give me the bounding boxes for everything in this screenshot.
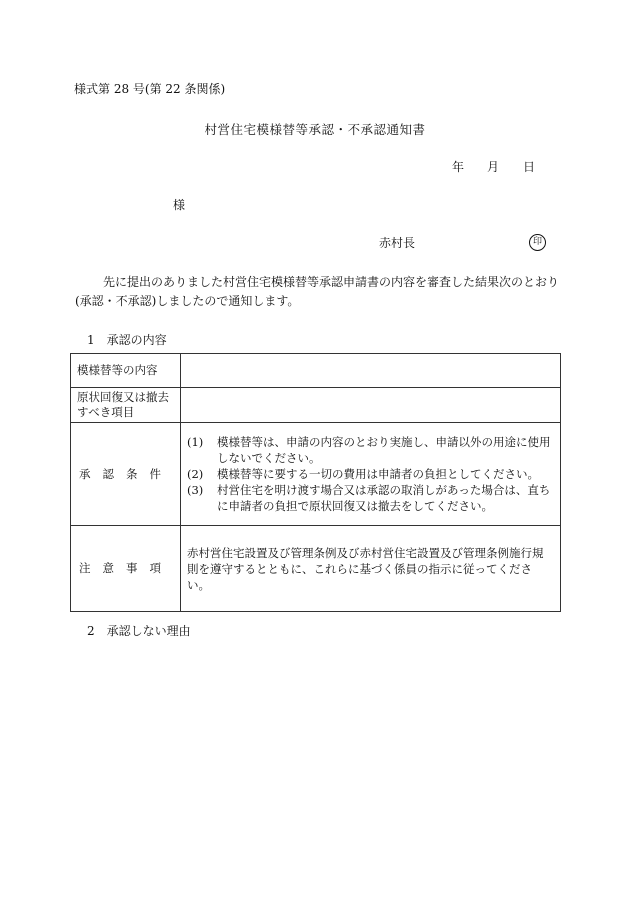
condition-item-3: [187, 482, 554, 514]
date-month-label: 月: [487, 160, 500, 174]
table-row-conditions: [71, 423, 561, 526]
condition-item-1: [187, 434, 554, 466]
document-title: 村営住宅模様替等承認・不承認通知書: [204, 122, 426, 137]
condition-text: 模様替等に要する一切の費用は申請者の負担としてください。: [217, 467, 539, 481]
conditions-label: 承認条件: [71, 423, 181, 526]
condition-number: (2): [187, 467, 204, 481]
condition-text: 模様替等は、申請の内容のとおり実施し、申請以外の用途に使用しないでください。: [217, 435, 551, 465]
content-label: 模様替等の内容: [71, 354, 181, 388]
body-line-1: 先に提出のありました村営住宅模様替等承認申請書の内容を審査した結果次のとおり: [103, 275, 560, 289]
condition-item-2: [187, 466, 554, 482]
seal-icon: 印: [529, 234, 546, 251]
addressee-honorific: 様: [173, 198, 186, 212]
section-1-heading: 1 承認の内容: [87, 333, 167, 347]
condition-text: 村営住宅を明け渡す場合又は承認の取消しがあった場合は、直ちに申請者の負担で原状回復又は撤去をしてください。: [217, 483, 551, 513]
restoration-value: [181, 388, 561, 423]
table-row-notes: [71, 526, 561, 612]
content-value: [181, 354, 561, 388]
section-2-heading: 2 承認しない理由: [87, 624, 191, 638]
notes-label: 注意事項: [71, 526, 181, 612]
notes-value: 赤村営住宅設置及び管理条例及び赤村営住宅設置及び管理条例施行規則を遵守するとともに、これらに基づく係員の指示に従ってください。: [181, 526, 561, 612]
sender-name: 赤村長: [379, 236, 416, 250]
date-year-label: 年: [452, 160, 465, 174]
condition-number: (1): [187, 435, 204, 449]
date-day-label: 日: [523, 160, 536, 174]
condition-number: (3): [187, 483, 204, 497]
body-paragraph: [75, 273, 568, 311]
conditions-value: [181, 423, 561, 526]
approval-details-table: [70, 353, 561, 612]
body-line-2: (承認・不承認)しましたので通知します。: [75, 294, 300, 308]
form-number: 様式第 28 号(第 22 条関係): [74, 82, 226, 96]
table-row-content: [71, 354, 561, 388]
table-row-restoration: [71, 388, 561, 423]
restoration-label: 原状回復又は撤去すべき項目: [71, 388, 181, 423]
